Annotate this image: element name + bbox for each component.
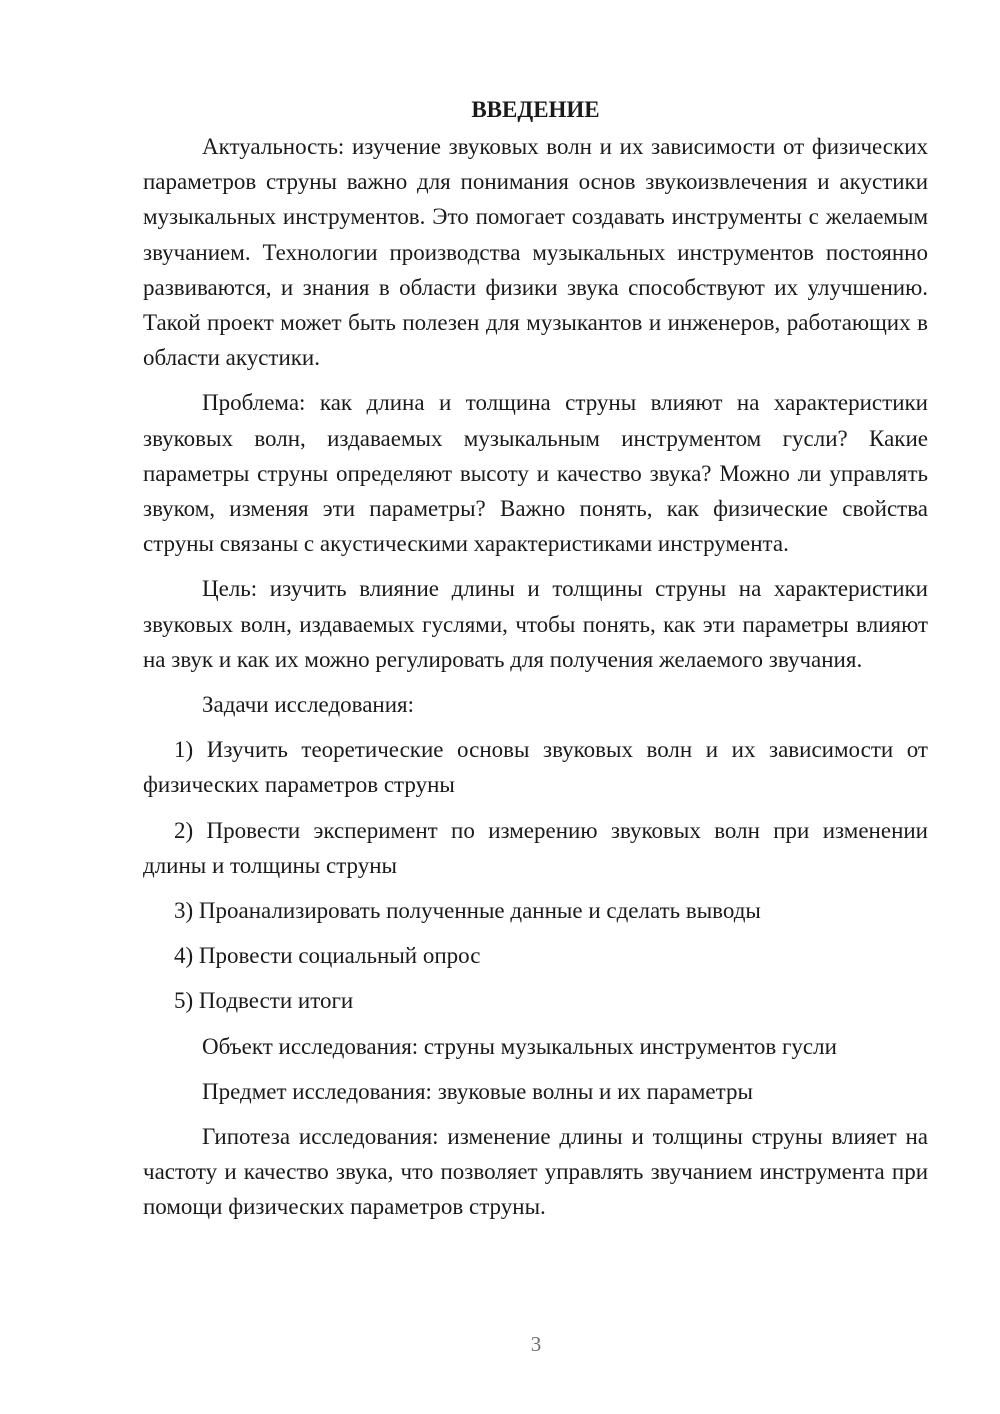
task-item: 4) Провести социальный опрос [174,943,481,969]
tasks-title: Задачи исследования: [202,692,415,718]
task-item: 2) Провести эксперимент по измерению звуковых волн при изменении длины и толщины струны [143,817,928,878]
problem-paragraph: Проблема: как длина и толщина струны влияют на характеристики звуковых волн, издаваемых музыкальным инструментом гусли? Какие параметры струны определяют высоту и качество звука? Можно ли управлять звуком, изменяя эти параметры? Важно понять, как физические свойства струны связаны с акустическими характеристиками инструмента. [143,390,928,557]
research-object: Объект исследования: струны музыкальных инструментов гусли [202,1033,837,1059]
tasks-list [143,732,928,1018]
section-heading: ВВЕДЕНИЕ [471,97,600,122]
task-item: 3) Проанализировать полученные данные и сделать выводы [174,898,761,924]
task-item: 5) Подвести итоги [174,988,354,1014]
task-item: 1) Изучить теоретические основы звуковых волн и их зависимости от физических параметров струны [143,737,928,798]
relevance-paragraph: Актуальность: изучение звуковых волн и их зависимости от физических параметров струны важно для понимания основ звукоизвлечения и акустики музыкальных инструментов. Это помогает создавать инструменты с желаемым звучанием. Технологии производства музыкальных инструментов постоянно развиваются, и знания в области физики звука способствуют их улучшению. Такой проект может быть полезен для музыкантов и инженеров, работающих в области акустики. [143,134,928,371]
hypothesis-paragraph: Гипотеза исследования: изменение длины и толщины струны влияет на частоту и качество звука, что позволяет управлять звучанием инструмента при помощи физических параметров струны. [143,1124,928,1220]
page-number: 3 [530,1332,542,1356]
goal-paragraph: Цель: изучить влияние длины и толщины струны на характеристики звуковых волн, издаваемых гуслями, чтобы понять, как эти параметры влияют на звук и как их можно регулировать для получения желаемого звучания. [143,576,928,672]
research-subject: Предмет исследования: звуковые волны и их параметры [202,1078,753,1104]
document-page [143,92,928,1235]
